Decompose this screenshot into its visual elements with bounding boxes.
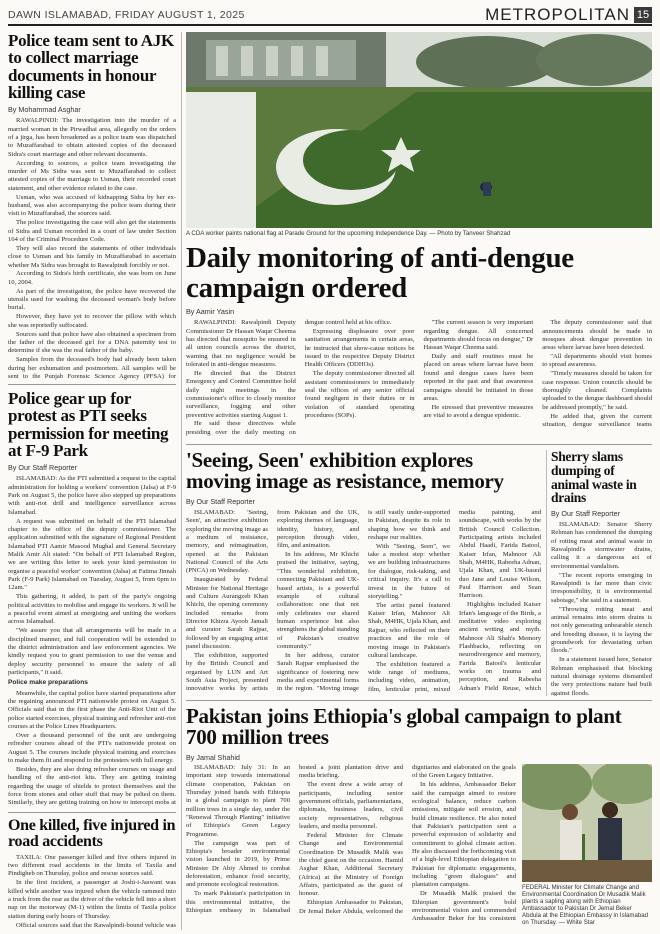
article-paragraph: In her address, curator Sarah Rajpar emphasised the significance of fostering new media and experimental forms in the region. "Moving image is still vastly under-supported in Pakistan, despite its role in shaping how we think and reshape our realities. — [277, 508, 450, 693]
article-paragraph: "Throwing rotting meat and animal remains into storm drains is not only generating unbearable stench and breeding disease, it is laying the groundwork for devastating urban floods." — [551, 605, 652, 655]
article-paragraph: Inaugurated by Federal Minister for National Heritage and Culture Aurangzeb Khan Khichi, the opening ceremony included remarks from Director Khizra Ayoob Jamali and curator Sarah Rajpar, followed by an engaging artist panel discussion. — [186, 576, 268, 650]
story-pti — [8, 390, 176, 808]
article-paragraph: With "Seeing, Seen", we take a modest step: whether we are building infrastructures for dialogue, risk-taking, and critical inquiry. It's a call to invest in the future of storytelling." — [368, 542, 450, 600]
headline-dengue: Daily monitoring of anti-dengue campaign ordered — [186, 244, 574, 304]
article-paragraph: Dr Musadik Malik praised the Ethiopian government's bold environmental vision and commended Ambassador Beker for his consistent — [412, 890, 516, 923]
article-paragraph: RAWALPINDI: The investigation into the murder of a married woman in the Pirwadhai area, allegedly on the orders of a jirga, has been broadened as a police team was dispatched to Muzaffarabad to obtain attested copies of the deceased Sidra's court marriage and other relevant documents. — [8, 117, 176, 158]
headline-sherry: Sherry slams dumping of animal waste in drains — [551, 450, 637, 506]
body-pti — [8, 475, 176, 808]
article-paragraph: They will also record the statements of other individuals close to Usman and his family in Muzaffarabad to ascertain whether Ms Sidra was brought to Rawalpindi forcibly or not. — [8, 244, 176, 269]
flag-painting-photo — [186, 32, 652, 228]
photo-caption-ethiopia: FEDERAL Minister for Climate Change and Environmental Coordination Dr Musadik Malik plants a sapling along with Ethiopian Ambassador to Pakistan Dr Jemal Beker Abdula at the Ethiopian Embassy in Islamabad on Thursday. — White Star — [522, 884, 649, 926]
byline-ajk: By Mohammad Asghar — [8, 105, 81, 115]
article-paragraph: "All departments should visit homes to spread awareness. — [542, 353, 652, 369]
article-paragraph: Expressing displeasure over poor sanitation arrangements in certain areas, he instructed that show-cause notices be issued to the respective Deputy District Health Officers (DDHOs). — [304, 328, 415, 369]
edition-line: DAWN ISLAMABAD, FRIDAY AUGUST 1, 2025 — [8, 9, 245, 21]
article-paragraph: TAXILA: One passenger killed and five others injured in two different road accidents in the limits of Taxila and Pindigheb on Thursday, police and rescue sources said. — [8, 853, 176, 878]
photo-caption-top: A CDA worker paints national flag at Parade Ground for the upcoming Independence Day. — Photo by Tanveer Shahzad — [186, 230, 511, 237]
article-paragraph: ISLAMABAD: As the PTI submitted a request to the capital administration for holding a workers' convention (Jalsa) at F-9 Park on August 5, the police have also stepped up preparations with anti-riot drill and intelligence surveillance across Islamabad. — [8, 475, 176, 516]
column-divider — [181, 32, 182, 930]
byline-sherry: By Our Staff Reporter — [551, 509, 620, 519]
headline-accident: One killed, five injured in road accidents — [8, 818, 176, 851]
byline-ethiopia: By Jamal Shahid — [186, 752, 240, 762]
article-paragraph: Federal Minister for Climate Change and Environmental Coordination Dr Musadik Malik was the chief guest on the occasion. Hamid Asghar Khan, Additional Secretary (Africa) at the Ministry of Foreign Affairs, participated as the guest of honour. — [299, 831, 403, 898]
article-paragraph: He directed that the District Emergency and Control Committee hold daily night meetings in the commissioner's office to closely monitor surveillance, fogging and other preventive activities starting August 1. — [186, 369, 296, 419]
headline-ethiopia: Pakistan joins Ethiopia's global campaign to plant 700 million trees — [186, 706, 622, 750]
article-paragraph: As part of the investigation, the police have recovered the utensils used for washing the deceased woman's body before burial. — [8, 287, 176, 312]
article-paragraph: The deputy commissioner directed all assistant commissioners to immediately seal the offices of any senior official found negligent in their duties or in violation of standard operating procedures (SOPs). — [304, 370, 415, 420]
body-sherry — [551, 521, 652, 696]
article-paragraph: According to sources, a police team investigating the murder of Ms Sidra was sent to Muzaffarabad to collect attested copies of the marriage to Usman, their recorded court statement, and other evidence related to the case. — [8, 159, 176, 192]
divider — [8, 384, 176, 385]
article-paragraph: Sources said that police have also obtained a specimen from the father of the deceased girl for a DNA paternity test to determine if she was the real father of the baby. — [8, 330, 176, 355]
section-name: METROPOLITAN — [485, 6, 630, 24]
article-paragraph: The exhibition, supported by the British Council and organised by LUN and Art South Asia Project, presented innovative works by artists from Pakistan and the UK, exploring themes of language, identity, history, and perception through video, film, and animation. — [186, 508, 359, 693]
headline-pti: Police gear up for protest as PTI seeks permission for meeting at F-9 Park — [8, 390, 169, 460]
article-paragraph: The event drew a wide array of participants, including senior government officials, parliamentarians, diplomats, business leaders, civil society representatives, religious leaders, and media personnel. — [299, 781, 403, 830]
article-paragraph: Ethiopian Ambassador to Pakistan, Dr Jemal Beker Abdula, welcomed the dignitaries and elaborated on the goals of the Green Legacy Initiative. — [299, 764, 516, 915]
column-divider — [546, 450, 547, 696]
article-paragraph: Meanwhile, the capital police have started preparations after the regaining announced PTI nationwide protest on August 5. Officials said that in the first phase the Anti-Riot Unit of the police started exercises, physical training and refresher anti-riot courses at the Police Lines Headquarters. — [8, 689, 176, 731]
article-paragraph: ISLAMABAD: 'Seeing, Seen', an attractive exhibition exploring the moving image as a medium of resistance, memory, and reimagination, opened at the Pakistan National Council of the Arts (PNCA) on Wednesday. — [186, 508, 268, 575]
article-paragraph: He said these directives while presiding over the daily meeting on dengue control held at his office. — [186, 319, 392, 436]
article-paragraph: This gathering, it added, is part of the party's ongoing political activities to mobilise and engage its workers. It will be a peaceful event aimed at energising and uniting the workers across Islamabad. — [8, 593, 176, 626]
article-paragraph: In the first incident, a passenger at Joshi-i-Jaswant was killed while another was injured when the vehicle rammed into a truck from the rear as the driver of the vehicle fell into a short nap on the motorway (M-1) within the limits of Taxila police station during early hours of Thursday. — [8, 879, 176, 920]
article-paragraph: In his address, Mr Khichi praised the initiative, saying, "This wonderful exhibition, connecting Pakistani and UK-based artists, is a powerful example of cultural collaboration: one that not only celebrates our shared human experience but also strengthens the global standing of Pakistan's creative community." — [277, 551, 359, 650]
article-paragraph: Official sources said that the Rawalpindi-bound vehicle was — [16, 921, 176, 929]
article-paragraph: ISLAMABAD: Senator Sherry Rehman has condemned the dumping of rotting meat and animal waste in Rawalpindi's stormwater drains, calling it a dangerous act of environmental vandalism. — [551, 521, 652, 570]
story-accident — [8, 818, 176, 930]
article-paragraph: Samples from the deceased's body had already been taken during her exhumation and postmortem. All samples will be sent to the Punjab Forensic Science Agency (PFSA) for — [8, 356, 176, 380]
article-paragraph: The deputy commissioner said that announcements should be made in mosques about dengue prevention in areas where larvae have been detected. — [542, 319, 652, 352]
body-ajk — [8, 117, 176, 380]
story-exhibition — [186, 450, 541, 696]
article-paragraph: The campaign was part of Ethiopia's broader environmental vision launched in 2019, by Prime Minister Dr Abiy Ahmed to combat deforestation, enhance food security, and promote ecological restoration. — [186, 839, 290, 889]
headline-ajk: Police team sent to AJK to collect marriage documents in honour killing case — [8, 32, 174, 102]
tree-planting-photo — [522, 764, 652, 882]
body-exhibition — [186, 509, 541, 695]
divider — [8, 812, 176, 813]
article-paragraph: Over a thousand personnel of the unit are undergoing refresher courses ahead of the PTI's nationwide protest on August 5. The courses include physical training and exercises to make them fit and respond to the protesters with full energy. — [8, 732, 176, 765]
article-paragraph: The police investigating the case will also get the statements of Sidra and Usman recorded in a court of law under Section 164 of the Criminal Procedure Code. — [8, 219, 176, 243]
divider — [186, 700, 652, 701]
article-paragraph: Usman, who was accused of kidnapping Sidra by her ex-husband, was also accompanying the police team during their visit to Muzaffarabad, the sources said. — [8, 193, 176, 218]
byline-dengue: By Aamir Yasin — [186, 307, 235, 317]
photo-illustration — [186, 32, 652, 228]
article-paragraph: A request was submitted on behalf of the PTI Islamabad chapter to the office of the deputy commissioner. The application submitted with the signature of Regional President Islamabad PTI Aamir Masood Mughal and General Secretary Malik Amir Ali stated: "On behalf of PTI Islamabad Region, we are writing this letter to seek your kind permission to organise a peaceful worker' convention (Jalsa) at Fatima Jinnah Park (F-9 Park) Islamabad on Tuesday, August 5, from 6pm to 12am." — [8, 517, 176, 592]
divider — [186, 444, 652, 445]
story-dengue — [186, 244, 652, 440]
body-dengue — [186, 319, 652, 437]
article-paragraph: According to Sidra's birth certificate, she was born on June 10, 2004. — [8, 270, 176, 286]
story-ethiopia — [186, 706, 652, 930]
article-paragraph: RAWALPINDI: Rawalpindi Deputy Commissioner Dr Hassan Waqar Cheema has directed that mosquito be ensured in all union councils across the district, warning that no negligence would be tolerated in anti-dengue measures. — [186, 319, 296, 368]
article-paragraph: He stressed that preventive measures are vital to avoid a dengue epidemic. — [423, 403, 534, 420]
byline-exhibition: By Our Staff Reporter — [186, 496, 255, 506]
article-paragraph: However, they have yet to recover the pillow with which she was reportedly suffocated. — [8, 313, 176, 329]
article-paragraph: "The current season is very important regarding dengue. All concerned departments should focus on dengue," Dr Hassan Waqar Cheema said. — [423, 319, 534, 352]
article-paragraph: In a statement issued here, Senator Rehman emphasised that blocking natural drainage systems dismantled the very protections nature had built against floods. — [551, 656, 652, 696]
story-sherry — [551, 450, 652, 696]
article-paragraph: ISLAMABAD: July 31: In an important step towards international climate cooperation, Pakistan on Thursday joined hands with Ethiopia in a global campaign to plant 700 million trees in a single day, under the "Renewal Through Planting" initiative of Ethiopia's Green Legacy Programme. — [186, 764, 290, 838]
photo-illustration — [522, 764, 652, 882]
article-paragraph: "We assure you that all arrangements will be made in a disciplined manner, and full cooperation will be extended to the district administration and law enforcement agencies. We kindly request you to grant permission to use the venue and deploy security personnel to ensure the safety of all participants," it said. — [8, 627, 176, 676]
body-accident — [8, 854, 176, 930]
article-paragraph: The artist panel featured Kaiser Irfan, Mahnoor Ali Shah, M4HK, Ujala Khan, and Rajpar, who reflected on their practices and the role of moving image in Pakistan's cultural landscape. — [368, 601, 450, 659]
masthead — [8, 6, 652, 26]
headline-exhibition: 'Seeing, Seen' exhibition explores moving image as resistance, memory — [186, 450, 504, 494]
article-paragraph: Daily and staff routines must be placed on areas where larvae have been found and dengue cases have been reported in the past and that awareness campaigns should be initiated in those areas. — [423, 353, 534, 402]
article-paragraph: The exhibition featured a wide range of mediums, including video, animation, film, lenticular print, mixed media painting, and soundscape, with works by the British Council Collection. Participating artists included Abdul Haadi, Farida Batool, Kaiser Irfan, Mahnoor Ali Shah, M4HK, Rabeeha Adnan, Ujala Khan, and UK-based duo Jane and Louise Wilson, Paul Harrison and Sean Harrison. — [368, 508, 541, 693]
subhead-police-preparations: Police make preparations — [8, 679, 88, 687]
article-paragraph: Besides, they are also doing refresher courses on usage and handling of the anti-riot kits. They are getting training regarding the usage of shields to protect themselves and the force from stones and other stuff that may be pelted on them. Similarly, they are getting training on how to intercept mobs at — [8, 765, 176, 807]
story-ajk — [8, 32, 176, 380]
body-ethiopia — [186, 764, 516, 930]
byline-pti: By Our Staff Reporter — [8, 463, 77, 473]
article-paragraph: In his address, Ambassador Beker said the campaign aimed to restore ecological balance, reduce carbon emissions, mitigate soil erosion, and build climate resilience. He also noted that Pakistan's participation sent a powerful expression of solidarity and commitment to global climate action. He also discussed the forthcoming visit of a high-level Ethiopian delegation to Pakistan for diplomatic engagements, including "green dialogues" and plantation campaigns. — [412, 781, 516, 889]
article-paragraph: He added that, given the current situation, dengue surveillance teams — [542, 412, 652, 429]
article-paragraph: Highlights included Kaiser Irfan's language of the Birds, a meditative video exploring ancient writing and myth. Mahnoor Ali Shah's Memory Flashbacks, reflecting on neurodivergence and memory, Farida Batool's lenticular works on trauma and perception, and Rabeeha Adnan's Field Reuse, which — [459, 601, 541, 692]
article-paragraph: To mark Pakistan's participation in this environmental initiative, the Ethiopian embassy in Islamabad hosted a joint plantation drive and media briefing. — [186, 764, 403, 915]
article-paragraph: "The recent reports emerging in Rawalpindi is far more than civic irresponsibility, it is environmental sabotage," she said in a statement. — [551, 571, 652, 604]
article-paragraph: "Timely measures should be taken for case response. Union councils should be thoroughly cleaned. Complaints uploaded to the dengue dashboard should be addressed promptly," he said. — [542, 370, 652, 411]
page-number: 15 — [634, 7, 652, 23]
